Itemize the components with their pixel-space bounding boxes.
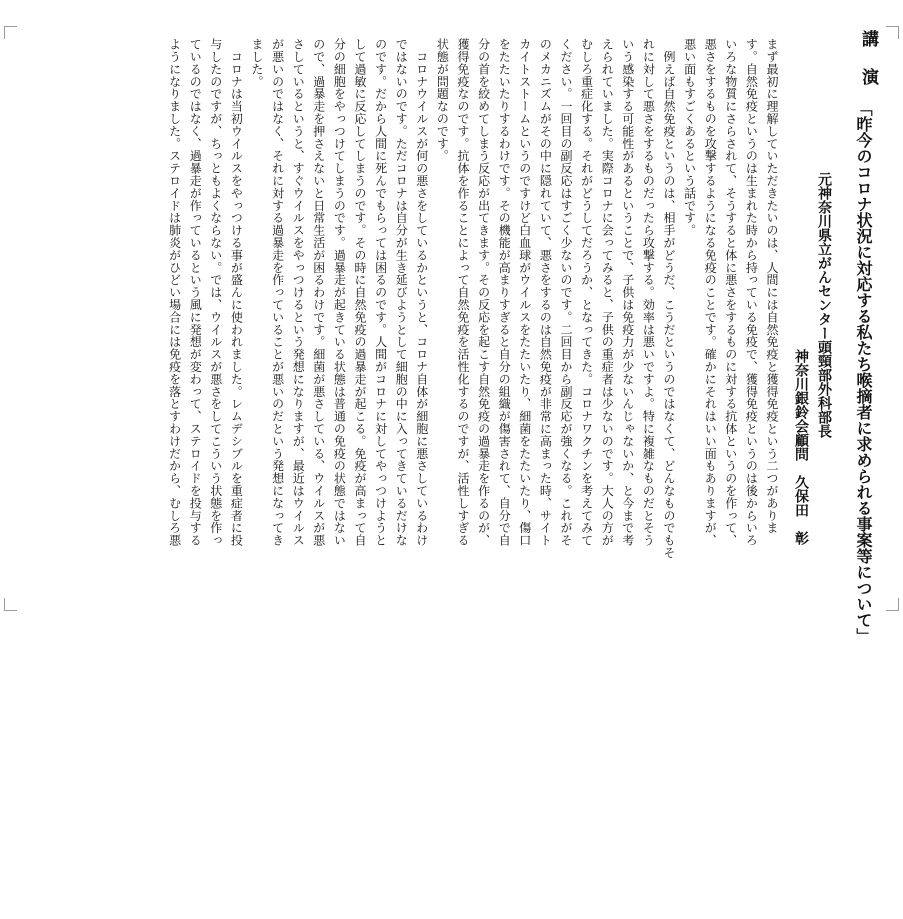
body-column: 悪い面もすごくあるという話です。 — [682, 38, 697, 237]
body-column: ので、過暴走を押さえないと日常生活が困るわけです。細菌が悪さしている、ウイルスが悪 — [311, 38, 326, 547]
body-column: コロナは当初ウイルスをやっつける事が盛んに使われました。レムデシブルを重症者に投 — [229, 38, 244, 547]
body-column: 獲得免疫なのです。抗体を作ることによって自然免疫を活性化するのですが、活性しすぎる — [456, 38, 470, 547]
page-corner-mark — [4, 26, 17, 39]
body-column: して過敏に反応してしまうのです。その時に自然免疫の過暴走が起こる。免疫が高まって自 — [353, 38, 367, 547]
body-column: す。自然免疫というのは生まれた時から持っている免疫で、獲得免疫というのは後からいろ — [744, 38, 759, 547]
body-column: 状態が問題なのです。 — [435, 38, 450, 162]
body-column: 悪さをするものを攻撃するようになる免疫のことです。確かにそれはいい面もありますが、 — [703, 38, 718, 547]
body-column: ているのではなく、過暴走が作っているという風に発想が変わって、ステロイドを投与する — [188, 38, 203, 547]
body-column: 例えば自然免疫というのは、相手がどうだ、こうだというのではなくて、どんなものでもそ — [662, 38, 676, 559]
body-column: れに対して悪さをするものだったら攻撃する。効率は悪いですよ。特に複雑なものだとそう — [641, 38, 656, 547]
speaker-name: 神奈川銀鈴会顧問 久保田 彰 — [793, 349, 809, 545]
body-column: さしているというと、すぐウイルスをやっつけるという発想になりますが、最近はウイルス — [291, 38, 306, 547]
body-column: のメカニズムがその中に隠れていて、悪さをするのは自然免疫が非常に高まった時、サイト — [538, 38, 553, 547]
body-column: 分の細胞をやっつけてしまうのです。過暴走が起きている状態は普通の免疫の状態ではない — [332, 38, 347, 547]
lecture-title: 「昨今のコロナ状況に対応する私たち喉摘者に求められる事案等について」 — [854, 100, 873, 644]
body-column: カイトストームというのですけど白血球がウイルスをたたいたり、細菌をたたいたり、傷口 — [517, 38, 532, 547]
body-column: ようになりました。ステロイドは肺炎がひどい場合には免疫を落とすわけだから、むしろ悪 — [167, 38, 182, 547]
body-column: ください。一回目の副反応はすごく少ないのです。二回目から副反応が強くなる。これがそ — [559, 38, 573, 547]
body-column: いろな物質にさらされて、そうすると体に悪さをするものに対する抗体というのを作って、 — [723, 38, 738, 547]
body-column: むしろ重症化する。それがどうしてだろうか、となってきた。コロナワクチンを考えてみて — [579, 38, 594, 547]
body-column: コロナウイルスが何の悪さをしているかというと、コロナ自体が細胞に悪さしているわけ — [414, 38, 429, 547]
body-column: えられていました。実際コロナに会ってみると、子供の重症者は少ないのです。大人の方が — [600, 38, 615, 547]
body-column: ではないのです。ただコロナは自分が生き延びようとして細胞の中に入ってきているだけな — [394, 38, 409, 547]
body-column: 与したのですが、ちっともよくならない。では、ウイルスが悪さをしてこういう状態を作っ — [208, 38, 223, 547]
body-column: いう感染する可能性があるということで、子供は免疫力が少ないんじゃないか、と今まで考 — [620, 38, 635, 547]
body-column: をたたいたりするわけです。その機能が高まりすぎると自分の組織が傷害されて、自分で自 — [497, 38, 512, 547]
body-column: ました。 — [250, 38, 264, 88]
body-column: まず最初に理解していただきたいのは、人間には自然免疫と獲得免疫という二つがありま — [765, 38, 779, 534]
page-corner-mark — [4, 598, 17, 611]
body-column: 分の首を絞めてしまう反応が出てきます。その反応を起こす自然免疫の過暴走を作るのが、 — [476, 38, 491, 547]
section-heading: 講 演 — [858, 30, 878, 87]
speaker-affiliation: 元神奈川県立がんセンター頭頸部外科部長 — [816, 172, 832, 438]
page-corner-mark — [886, 26, 899, 39]
body-column: のです。だから人間に死んでもらっては困るのです。人間がコロナに対してやっつけようと — [373, 38, 388, 547]
body-column: が悪いのではなく、それに対する過暴走を作っていることが悪いのだという発想になってき — [270, 38, 285, 547]
page-corner-mark — [886, 598, 899, 611]
